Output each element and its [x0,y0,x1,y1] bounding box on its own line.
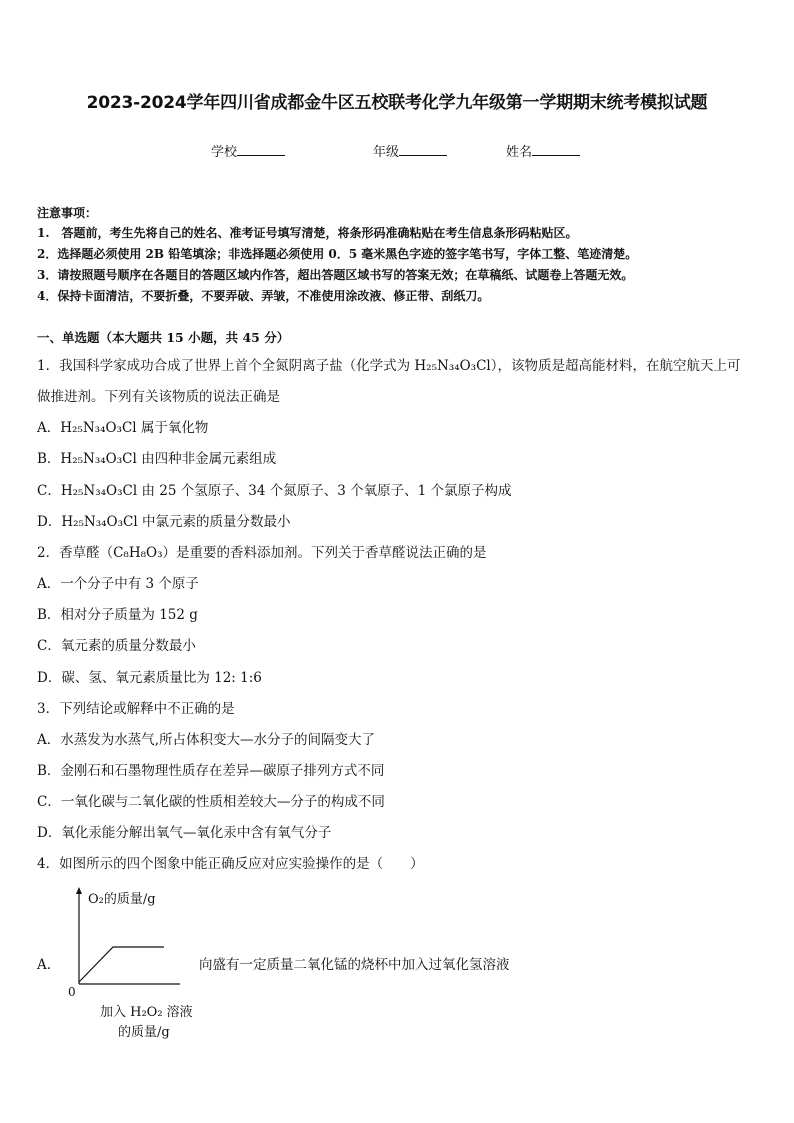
school-field [211,141,285,160]
q4-option-a-description: 向盛有一定质量二氧化锰的烧杯中加入过氧化氢溶液 [199,957,510,973]
page-title: 2023-2024学年四川省成都金牛区五校联考化学九年级第一学期期末统考模拟试题 [86,93,708,113]
grade-blank[interactable] [399,143,447,156]
x-axis-label-line1: 加入 H₂O₂ 溶液 [100,1005,193,1020]
q1-stem-line2: 做推进剂。下列有关该物质的说法正确是 [37,389,280,405]
q1-option-a: A．H₂₅N₃₄O₃Cl 属于氧化物 [37,420,209,436]
notes-heading: 注意事项： [37,206,98,220]
q3-option-c: C．一氧化碳与二氧化碳的性质相差较大—分子的构成不同 [37,794,385,810]
q3-stem: 3．下列结论或解释中不正确的是 [37,701,235,717]
section-heading: 一、单选题（本大题共 15 小题，共 45 分） [37,330,290,345]
origin-label: 0 [68,985,76,999]
q1-option-c: C．H₂₅N₃₄O₃Cl 由 25 个氢原子、34 个氮原子、3 个氧原子、1 个氯原子构成 [37,483,512,499]
note-item-3: 3．请按照题号顺序在各题目的答题区域内作答，超出答题区域书写的答案无效；在草稿纸、试题卷上答题无效。 [37,268,634,282]
grade-field [373,141,447,160]
name-blank[interactable] [532,143,580,156]
q2-option-b: B．相对分子质量为 152 g [37,607,198,623]
note-item-1: 1. 答题前，考生先将自己的姓名、准考证号填写清楚，将条形码准确粘贴在考生信息条形码粘贴区。 [37,226,578,240]
q4-option-a-label: A． [37,957,61,973]
school-blank[interactable] [237,143,285,156]
q3-option-b: B．金刚石和石墨物理性质存在差异—碳原子排列方式不同 [37,763,385,779]
q1-option-b: B．H₂₅N₃₄O₃Cl 由四种非金属元素组成 [37,451,277,467]
q3-option-a: A．水蒸发为水蒸气,所占体积变大—水分子的间隔变大了 [37,732,376,748]
q4-stem: 4．如图所示的四个图象中能正确反应对应实验操作的是（ ） [37,856,424,872]
x-axis-label-line2: 的质量/g [118,1025,170,1040]
name-field [506,141,580,160]
q1-stem-line1: 1．我国科学家成功合成了世界上首个全氮阴离子盐（化学式为 H₂₅N₃₄O₃Cl），该物质是超高能材料，在航空航天上可 [37,358,741,374]
q2-stem: 2．香草醛（C₈H₈O₃）是重要的香料添加剂。下列关于香草醛说法正确的是 [37,545,487,561]
q3-option-d: D．氧化汞能分解出氧气—氧化汞中含有氧气分子 [37,825,332,841]
q2-option-c: C．氧元素的质量分数最小 [37,638,196,654]
y-axis-arrow [76,887,82,894]
name-label: 姓名 [506,145,533,160]
note-item-4: 4．保持卡面清洁，不要折叠，不要弄破、弄皱，不准使用涂改液、修正带、刮纸刀。 [37,289,490,303]
y-axis-label: O₂的质量/g [88,892,156,907]
q1-option-d: D．H₂₅N₃₄O₃Cl 中氯元素的质量分数最小 [37,514,291,530]
note-item-2: 2．选择题必须使用 2B 铅笔填涂；非选择题必须使用 0．5 毫米黑色字迹的签字笔书写，字体工整、笔迹清楚。 [37,247,638,261]
o2-mass-curve [79,947,164,982]
grade-label: 年级 [373,145,400,160]
q2-option-d: D．碳、氢、氧元素质量比为 12: 1:6 [37,670,262,686]
school-label: 学校 [211,145,238,160]
q2-option-a: A．一个分子中有 3 个原子 [37,576,199,592]
